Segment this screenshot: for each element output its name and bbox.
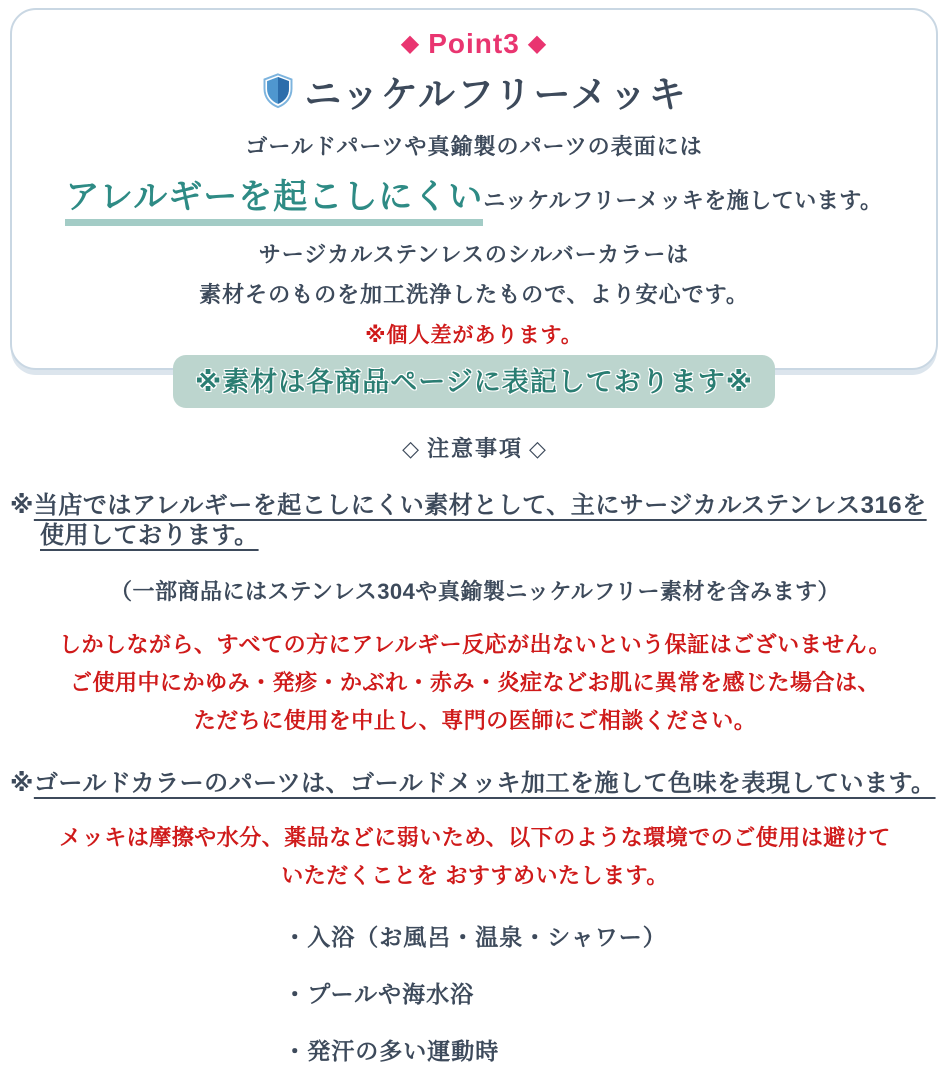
notice-heading-label: 注意事項 [426, 436, 523, 461]
diamond-icon: ◆ [527, 30, 548, 57]
allergy-line [12, 169, 936, 226]
list-item [283, 919, 667, 952]
warning-line: しかしながら、すべての方にアレルギー反応が出ないという保証はございません。 [59, 632, 891, 657]
notice-item-materials-text: 当店ではアレルギーを起こしにくい素材として、主にサージカルステンレス316を使用しております。 [33, 492, 927, 549]
card-title: ニッケルフリーメッキ [304, 74, 688, 115]
warning-line: いただくことを おすすめいたします。 [281, 863, 669, 889]
list-item [283, 1033, 667, 1066]
list-item-label: 入浴（お風呂・温泉・シャワー） [307, 924, 667, 951]
notice-section [0, 370, 950, 1066]
warning-line: ご使用中にかゆみ・発疹・かぶれ・赤み・炎症などお肌に異常を感じた場合は、 [69, 669, 880, 695]
bullet-marker: ・ [283, 1038, 308, 1065]
asterisk-marker: ※ [10, 770, 34, 798]
material-note-pill: ※素材は各商品ページに表記しております※ [173, 355, 775, 408]
list-item-label: プールや海水浴 [307, 981, 475, 1008]
notice-item-materials [10, 491, 942, 551]
diamond-icon: ◆ [400, 30, 421, 57]
list-item-label: 発汗の多い運動時 [307, 1038, 500, 1065]
card-line-3: 素材そのものを加工洗浄したもので、より安心です。 [199, 282, 749, 307]
asterisk-marker: ※ [10, 492, 34, 519]
individual-difference-note: ※個人差があります。 [365, 324, 583, 347]
point-badge-label: Point3 [428, 28, 520, 59]
point3-card [10, 8, 938, 397]
warning-line: ただちに使用を中止し、専門の医師にご相談ください。 [193, 707, 757, 733]
avoid-situations-list [283, 919, 667, 1066]
bullet-marker: ・ [283, 981, 308, 1008]
notice-item-gold [10, 769, 942, 799]
allergy-warning-block [0, 626, 950, 739]
open-diamond-icon: ◇ [529, 436, 548, 461]
card-line-1: ゴールドパーツや真鍮製のパーツの表面には [245, 134, 703, 159]
open-diamond-icon: ◇ [402, 436, 421, 461]
point-badge [12, 28, 936, 60]
shield-icon [260, 72, 296, 110]
bullet-marker: ・ [283, 924, 308, 951]
plating-warning-block [0, 819, 950, 895]
notice-heading [0, 432, 950, 463]
notice-item-gold-text: ゴールドカラーのパーツは、ゴールドメッキ加工を施して色味を表現しています。 [33, 770, 936, 798]
warning-line: メッキは摩擦や水分、薬品などに弱いため、以下のような環境でのご使用は避けて [59, 825, 891, 851]
allergy-highlight-text: アレルギーを起こしにくい [65, 169, 483, 226]
sub-note-materials: （一部商品にはステンレス304や真鍮製ニッケルフリー素材を含みます） [109, 579, 841, 604]
card-line-2: サージカルステンレスのシルバーカラーは [258, 242, 690, 267]
allergy-rest-text: ニッケルフリーメッキを施しています。 [483, 188, 883, 213]
card-title-row [12, 64, 936, 118]
list-item [283, 976, 667, 1009]
